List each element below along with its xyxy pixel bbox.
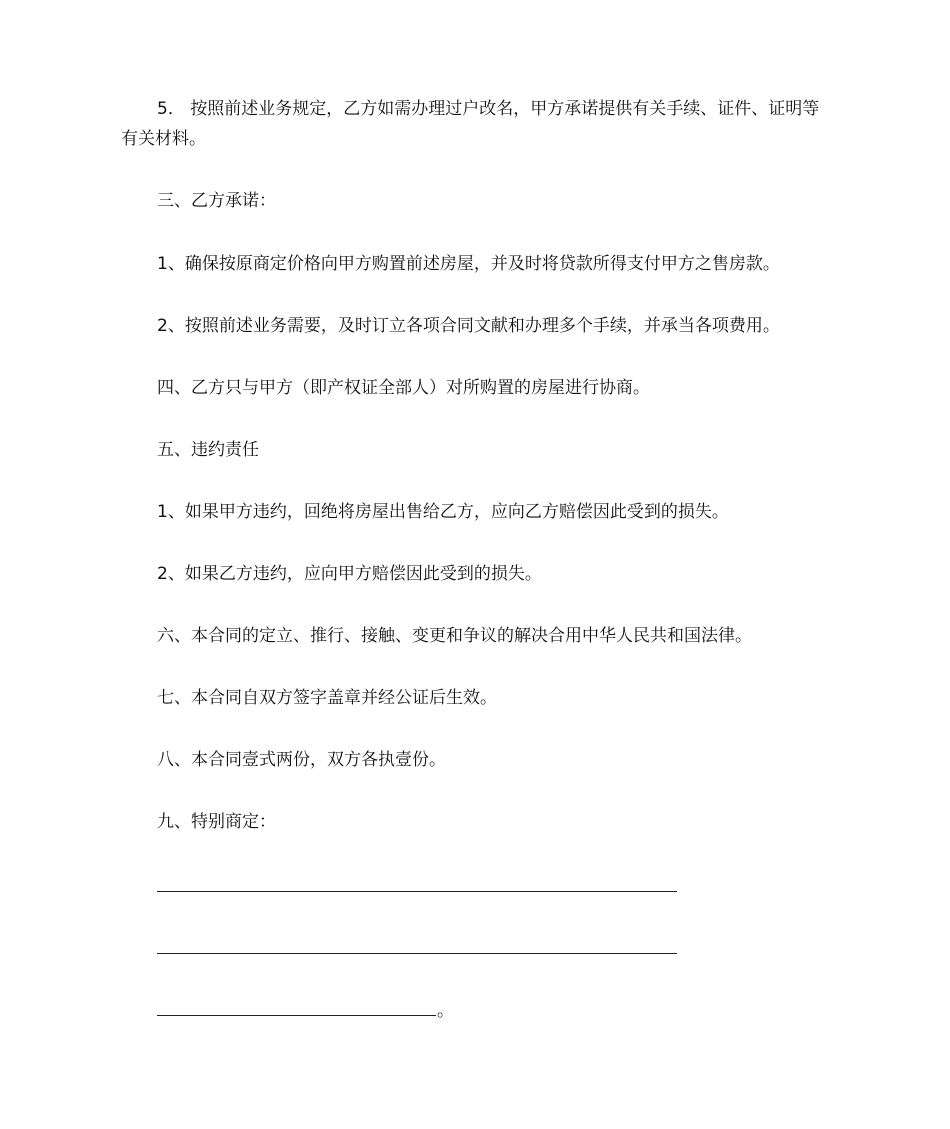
section-heading-effective: 七、本合同自双方签字盖章并经公证后生效。 [157,688,497,708]
section-heading-governing-law: 六、本合同的定立、推行、接触、变更和争议的解决合用中华人民共和国法律。 [157,626,752,646]
section-heading-negotiation: 四、乙方只与甲方（即产权证全部人）对所购置的房屋进行协商。 [157,378,650,398]
paragraph-liability-2: 2、如果乙方违约，应向甲方赔偿因此受到的损失。 [157,564,542,584]
blank-line-1 [157,891,677,892]
paragraph-item-5-transfer: 5． 按照前述业务规定，乙方如需办理过户改名，甲方承诺提供有关手续、证件、证明等有关材料。 [121,99,820,149]
blank-line-3 [157,1015,436,1016]
paragraph-promise-1: 1、确保按原商定价格向甲方购置前述房屋，并及时将贷款所得支付甲方之售房款。 [157,254,780,274]
section-heading-liability: 五、违约责任 [157,440,259,460]
paragraph-promise-2: 2、按照前述业务需要，及时订立各项合同文献和办理多个手续，并承当各项费用。 [157,316,780,336]
blank-line-2 [157,953,677,954]
section-heading-party-b-promises: 三、乙方承诺： [157,191,276,211]
paragraph-liability-1: 1、如果甲方违约，回绝将房屋出售给乙方，应向乙方赔偿因此受到的损失。 [157,502,729,522]
section-heading-copies: 八、本合同壹式两份，双方各执壹份。 [157,750,446,770]
section-heading-special-terms: 九、特别商定： [157,812,276,832]
final-period: 。 [437,1001,454,1021]
